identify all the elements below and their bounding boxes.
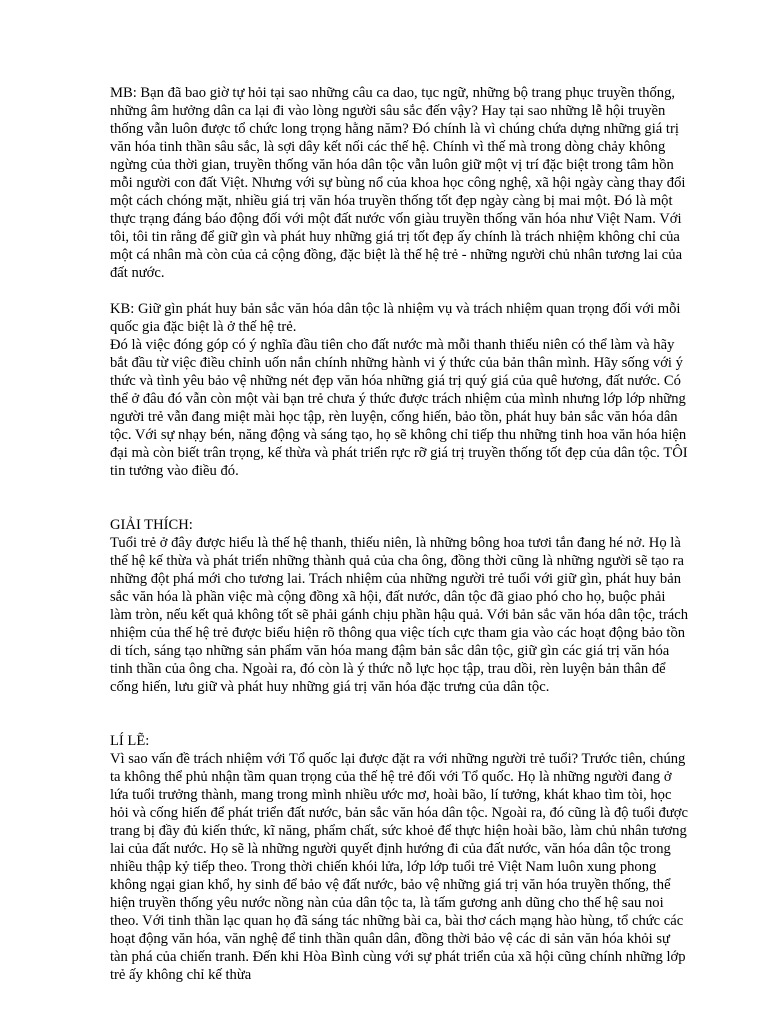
document-page [110,84,690,984]
kb-paragraph: KB: Giữ gìn phát huy bản sắc văn hóa dân tộc là nhiệm vụ và trách nhiệm quan trọng đối với mỗi quốc gia đặc biệt là ở thế hệ trẻ. [110,301,681,335]
li-le-heading: LÍ LẼ: [110,733,150,749]
giai-thich-paragraph: Tuổi trẻ ở đây được hiểu là thế hệ thanh, thiếu niên, là những bông hoa tươi tắn đang hé nở. Họ là thế hệ kế thừa và phát triển những thành quả của cha ông, đồng thời cũng là những người sẽ tạo ra những đột phá mới cho tương lai. Trách nhiệm của những người trẻ tuổi với giữ gìn, phát huy bản sắc văn hóa là phần việc mà cộng đồng xã hội, đất nước, dân tộc đã giao phó cho họ, buộc phải làm tròn, nếu kết quả không tốt sẽ phải gánh chịu phần hậu quả. Với bản sắc văn hóa dân tộc, trách nhiệm của thế hệ trẻ được biểu hiện rõ thông qua việc tích cực tham gia vào các hoạt động bảo tồn di tích, sáng tạo những sản phẩm văn hóa mang đậm bản sắc dân tộc, giữ gìn các giá trị văn hóa tinh thần của ông cha. Ngoài ra, đó còn là ý thức nỗ lực học tập, trau dồi, rèn luyện bản thân để cống hiến, lưu giữ và phát huy những giá trị văn hóa đặc trưng của dân tộc. [110,535,689,695]
section-spacer [110,696,690,732]
mb-paragraph: MB: Bạn đã bao giờ tự hỏi tại sao những câu ca dao, tục ngữ, những bộ trang phục truyền thống, những âm hưởng dân ca lại đi vào lòng người sâu sắc đến vậy? Hay tại sao những lễ hội truyền thống vẫn luôn được tổ chức long trọng hằng năm? Đó chính là vì chúng chứa dựng những giá trị văn hóa tinh thần sâu sắc, là sợi dây kết nối các thế hệ. Chính vì thế mà trong dòng chảy không ngừng của thời gian, truyền thống văn hóa dân tộc vẫn luôn giữ một vị trí đặc biệt trong tâm hồn mỗi người con đất Việt. Nhưng với sự bùng nổ của khoa học công nghệ, xã hội ngày càng thay đổi một cách chóng mặt, nhiều giá trị văn hóa truyền thống tốt đẹp ngày càng bị mai một. Đó là một thực trạng đáng báo động đối với một đất nước vốn giàu truyền thống văn hóa như Việt Nam. Với tôi, tôi tin rằng để giữ gìn và phát huy những giá trị tốt đẹp ấy chính là trách nhiệm không chỉ của một cá nhân mà còn của cả cộng đồng, đặc biệt là thế hệ trẻ - những người chủ nhân tương lai của đất nước. [110,85,686,281]
paragraph-spacer [110,282,690,300]
li-le-paragraph: Vì sao vấn đề trách nhiệm với Tổ quốc lại được đặt ra với những người trẻ tuổi? Trước tiên, chúng ta không thể phủ nhận tầm quan trọng của thế hệ trẻ đối với Tổ quốc. Họ là những người đang ở lứa tuổi trưởng thành, mang trong mình nhiều ước mơ, hoài bão, lí tưởng, khát khao tìm tòi, học hỏi và cống hiến để phát triển đất nước, bản sắc văn hóa dân tộc. Ngoài ra, đó cũng là độ tuổi được trang bị đầy đủ kiến thức, kĩ năng, phẩm chất, sức khoẻ để thực hiện hoài bão, làm chủ nhân tương lai của đất nước. Họ sẽ là những người quyết định hướng đi của đất nước, văn hóa dân tộc trong nhiều thập kỷ tiếp theo. Trong thời chiến khói lửa, lớp lớp tuổi trẻ Việt Nam luôn xung phong không ngại gian khổ, hy sinh để bảo vệ đất nước, bảo vệ những giá trị văn hóa truyền thống, thể hiện truyền thống yêu nước nồng nàn của dân tộc ta, là tấm gương anh dũng cho thế hệ sau noi theo. Với tinh thần lạc quan họ đã sáng tác những bài ca, bài thơ cách mạng hào hùng, tổ chức các hoạt động văn hóa, văn nghệ để tinh thần quân dân, đồng thời bảo vệ các di sản văn hóa khỏi sự tàn phá của chiến tranh. Đến khi Hòa Bình cùng với sự phát triển của xã hội cũng chính những lớp trẻ ấy không chỉ kế thừa [110,751,688,983]
giai-thich-heading: GIẢI THÍCH: [110,517,193,533]
kb-body-paragraph: Đó là việc đóng góp có ý nghĩa đầu tiên cho đất nước mà mỗi thanh thiếu niên có thể làm và hãy bắt đầu từ việc điều chỉnh uốn nắn chính những hành vi ý thức của bản thân mình. Hãy sống với ý thức và tình yêu bảo vệ những nét đẹp văn hóa những giá trị quý giá của quê hương, đất nước. Có thể ở đâu đó vẫn còn một vài bạn trẻ chưa ý thức được trách nhiệm của mình nhưng lớp lớp những người trẻ vẫn đang miệt mài học tập, rèn luyện, cống hiến, bảo tồn, phát huy bản sắc văn hóa dân tộc. Với sự nhạy bén, năng động và sáng tạo, họ sẽ không chỉ tiếp thu những tinh hoa văn hóa hiện đại mà còn biết trân trọng, kế thừa và phát triển rực rỡ giá trị truyền thống tốt đẹp của dân tộc. TÔI tin tưởng vào điều đó. [110,337,688,479]
section-spacer [110,480,690,516]
